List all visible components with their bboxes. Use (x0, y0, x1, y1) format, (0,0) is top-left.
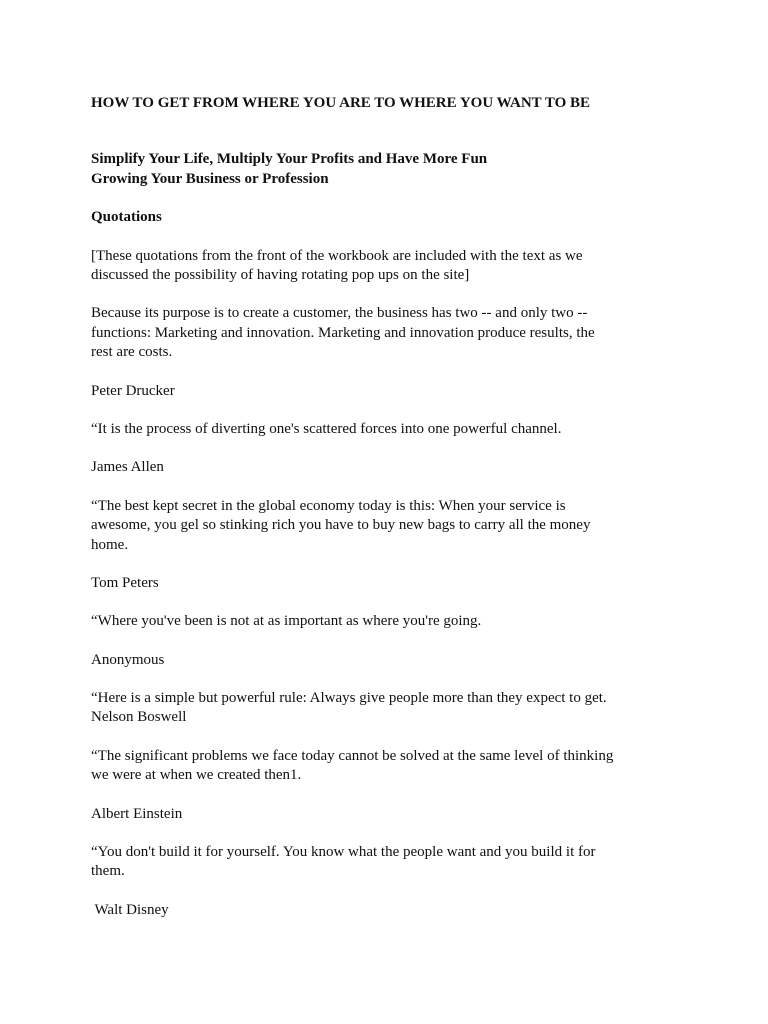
intro-text: [These quotations from the front of the workbook are included with the text as we (91, 248, 583, 264)
quote-text: functions: Marketing and innovation. Marketing and innovation produce results, the (91, 325, 595, 341)
quote-text: “The significant problems we face today cannot be solved at the same level of thinking (91, 748, 614, 764)
quote-author: Walt Disney (91, 902, 169, 918)
quote-text: rest are costs. (91, 344, 173, 360)
quote-author: Albert Einstein (91, 806, 183, 822)
intro-text: discussed the possibility of having rotating pop ups on the site] (91, 267, 470, 283)
quote-text: “You don't build it for yourself. You know what the people want and you build it for (91, 844, 596, 860)
quote-text: awesome, you gel so stinking rich you have to buy new bags to carry all the money (91, 517, 591, 533)
quote-text: home. (91, 537, 129, 553)
quote-text: “Here is a simple but powerful rule: Always give people more than they expect to get. (91, 690, 607, 706)
quote-author: Tom Peters (91, 575, 159, 591)
quote-text: “Where you've been is not at as important as where you're going. (91, 613, 482, 629)
quote-author: Nelson Boswell (91, 709, 187, 725)
quote-text: Because its purpose is to create a customer, the business has two -- and only two -- (91, 305, 588, 321)
quote-text: we were at when we created then1. (91, 767, 302, 783)
subtitle-line-1: Simplify Your Life, Multiply Your Profits and Have More Fun (91, 151, 488, 167)
subtitle-line-2: Growing Your Business or Profession (91, 171, 329, 187)
quote-text: “It is the process of diverting one's scattered forces into one powerful channel. (91, 421, 562, 437)
quote-text: them. (91, 863, 125, 879)
section-heading: Quotations (91, 209, 162, 225)
document-title: HOW TO GET FROM WHERE YOU ARE TO WHERE YOU WANT TO BE (91, 95, 591, 111)
quote-author: James Allen (91, 459, 164, 475)
quote-author: Anonymous (91, 652, 165, 668)
quote-text: “The best kept secret in the global economy today is this: When your service is (91, 498, 566, 514)
quote-author: Peter Drucker (91, 383, 175, 399)
